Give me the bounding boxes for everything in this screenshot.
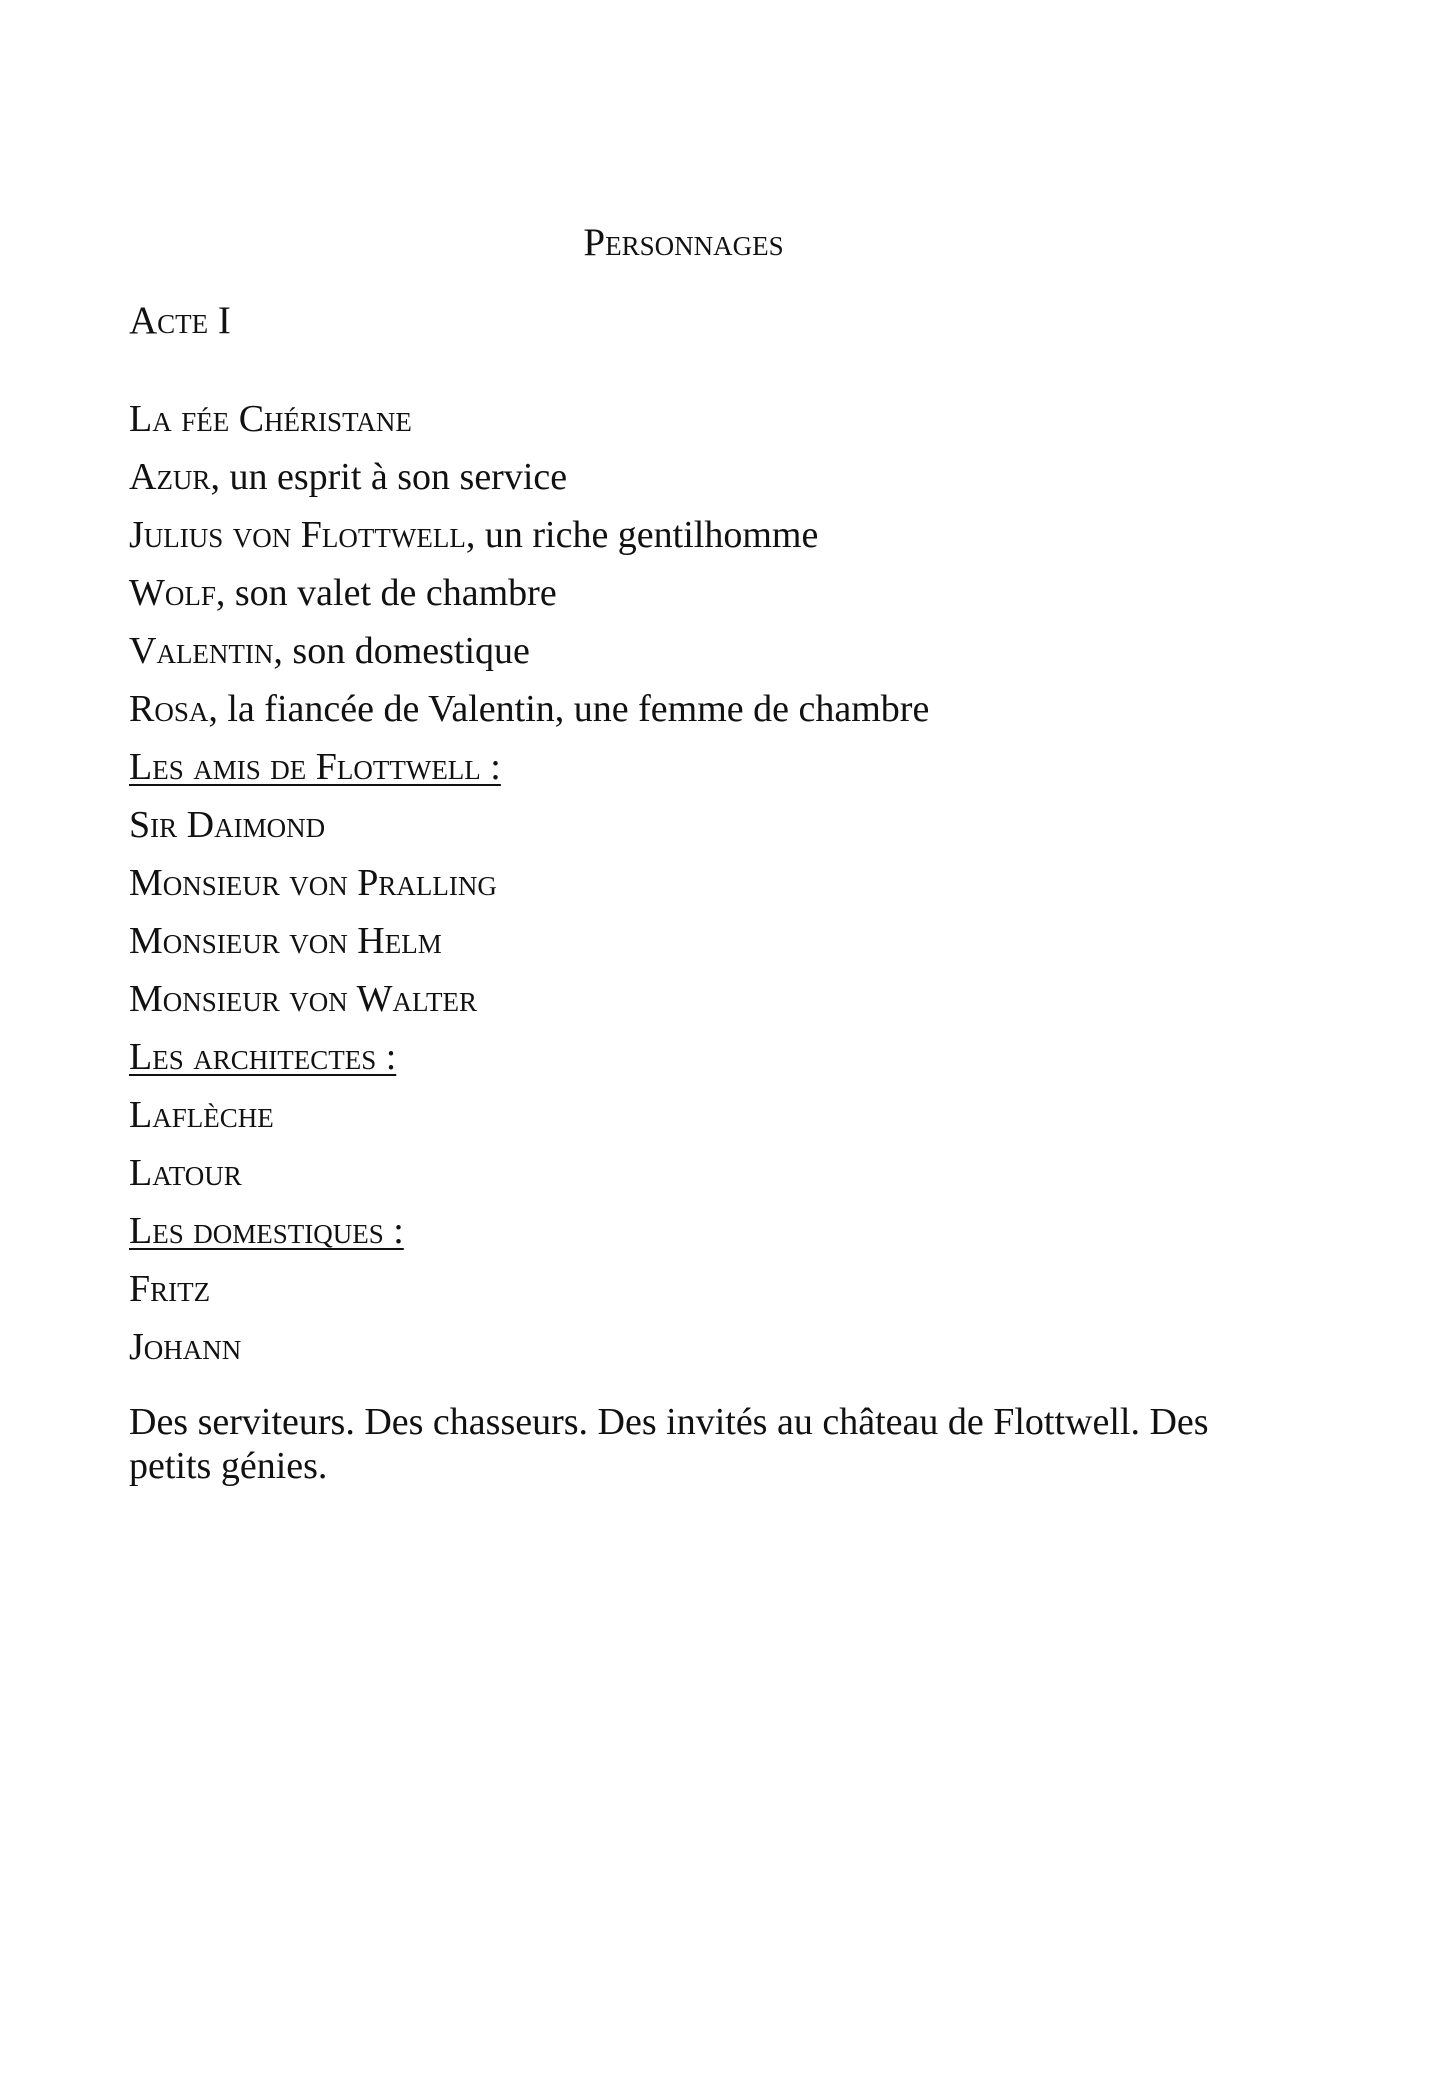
- character-name: Fritz: [129, 1268, 211, 1310]
- character-name: Johann: [129, 1326, 242, 1368]
- character-name: Wolf: [129, 572, 216, 614]
- character-name: Monsieur von Pralling: [129, 862, 497, 904]
- character-name: Julius von Flottwell: [129, 514, 466, 556]
- group-label-text: Les architectes :: [129, 1036, 397, 1078]
- group-label-architects: [129, 1028, 929, 1086]
- character-description: , son valet de chambre: [215, 572, 557, 614]
- group-label-text: Les amis de Flottwell :: [129, 746, 501, 788]
- character-description: , un riche gentilhomme: [465, 514, 819, 556]
- group-label-text: Les domestiques :: [129, 1210, 404, 1252]
- act-heading: Acte I: [129, 299, 231, 342]
- character-name: Monsieur von Helm: [129, 920, 442, 962]
- cast-entry: [129, 506, 929, 564]
- character-name: Laflèche: [129, 1094, 274, 1136]
- character-name: Latour: [129, 1152, 242, 1194]
- group-label-friends: [129, 738, 929, 796]
- cast-entry: [129, 390, 929, 448]
- cast-list: [129, 390, 929, 1376]
- group-label-servants: [129, 1202, 929, 1260]
- character-name: Monsieur von Walter: [129, 978, 477, 1020]
- character-description: , son domestique: [273, 630, 530, 672]
- character-description: , un esprit à son service: [210, 456, 568, 498]
- character-name: Azur: [129, 456, 211, 498]
- character-name: Valentin: [129, 630, 274, 672]
- character-name: Rosa: [129, 688, 209, 730]
- character-name: Sir Daimond: [129, 804, 326, 846]
- cast-entry: [129, 564, 929, 622]
- cast-entry: [129, 680, 929, 738]
- cast-entry: [129, 622, 929, 680]
- character-name: La fée Chéristane: [129, 398, 412, 440]
- page-title: Personnages: [583, 221, 784, 264]
- extras-paragraph: Des serviteurs. Des chasseurs. Des invités au château de Flottwell. Des petits génies.: [129, 1401, 1209, 1487]
- cast-entry: [129, 448, 929, 506]
- character-description: , la fiancée de Valentin, une femme de chambre: [208, 688, 930, 730]
